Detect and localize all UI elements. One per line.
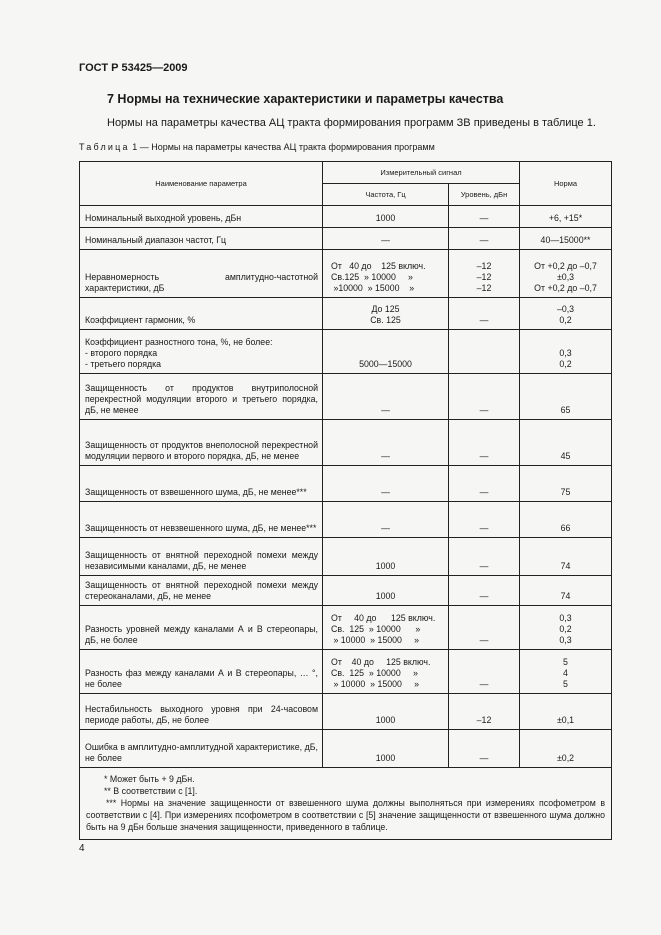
norm-cell (520, 650, 612, 694)
freq-value: » 10000 » 15000 » (331, 679, 420, 689)
section-intro: Нормы на параметры качества АЦ тракта формирования программ ЗВ приведены в таблице 1. (107, 117, 596, 129)
norm-value: 0,2 (559, 624, 572, 634)
norm-value: 65 (560, 405, 571, 415)
level-value: — (479, 315, 489, 325)
param-name: Нестабильность выходного уровня при 24-часовом периоде работы, дБ, не более (85, 704, 318, 725)
table-body (80, 206, 612, 768)
param-name: Неравномерность амплитудно-частотной характеристики, дБ (85, 272, 318, 293)
level-cell (449, 298, 520, 330)
norm-cell (520, 606, 612, 650)
level-value: — (479, 523, 489, 533)
level-cell (449, 250, 520, 298)
norm-value: 0,3 (559, 348, 572, 358)
level-cell (449, 502, 520, 538)
param-name: Номинальный выходной уровень, дБн (85, 213, 242, 223)
footnote-1: * Может быть + 9 дБн. (104, 774, 195, 784)
norm-value: ±0,2 (556, 753, 575, 763)
norm-value: –0,3 (556, 304, 575, 314)
table-row (80, 694, 612, 730)
norm-value: 74 (560, 591, 571, 601)
freq-value: — (381, 451, 390, 461)
param-name-cell (80, 606, 323, 650)
table-row (80, 330, 612, 374)
freq-cell (323, 420, 449, 466)
section-title: 7 Нормы на технические характеристики и параметры качества (107, 92, 504, 106)
table-row (80, 298, 612, 330)
level-cell (449, 420, 520, 466)
level-value: — (479, 405, 489, 415)
param-name: Защищенность от взвешенного шума, дБ, не менее*** (85, 487, 307, 497)
norm-cell (520, 502, 612, 538)
freq-cell (323, 694, 449, 730)
norm-value: 5 (563, 679, 568, 689)
param-name-cell (80, 502, 323, 538)
freq-value: Св. 125 » 10000 » (331, 668, 418, 678)
norm-value: +6, +15* (548, 213, 583, 223)
freq-value: Св. 125 » 10000 » (331, 624, 421, 634)
table-row (80, 606, 612, 650)
param-name: Защищенность от невзвешенного шума, дБ, не менее*** (85, 523, 317, 533)
norm-value: 4 (563, 668, 568, 678)
param-subitem: - третьего порядка (85, 359, 162, 369)
norm-value: 0,3 (559, 613, 572, 623)
param-name: Номинальный диапазон частот, Гц (85, 235, 227, 245)
param-name-cell (80, 730, 323, 768)
freq-value: — (381, 487, 390, 497)
norm-cell (520, 228, 612, 250)
freq-value: » 10000 » 15000 » (331, 635, 420, 645)
norm-value: ±0,3 (556, 272, 575, 282)
norm-cell (520, 330, 612, 374)
freq-value: 1000 (375, 753, 396, 763)
level-value: — (479, 213, 489, 223)
level-value: –12 (476, 261, 492, 271)
norm-cell (520, 466, 612, 502)
level-value: –12 (476, 283, 492, 293)
norm-value: 0,3 (559, 635, 572, 645)
norm-value: 75 (560, 487, 571, 497)
table-row (80, 730, 612, 768)
table-row (80, 250, 612, 298)
param-name-cell (80, 330, 323, 374)
footnote-3: *** Нормы на значение защищенности от взвешенного шума должны выполняться при измерениях псофометром в соответствии с [4]. При измерениях псофометром в соответствии с [5] значение защищенности от взвешенного шума должно быть на 9 дБн больше значения защищенности, приведенного в таблице. (86, 798, 605, 832)
norm-cell (520, 576, 612, 606)
document-code: ГОСТ Р 53425—2009 (79, 62, 188, 74)
header-signal: Измерительный сигнал (323, 162, 520, 184)
param-name-cell (80, 250, 323, 298)
freq-value: 1000 (375, 591, 396, 601)
freq-cell (323, 228, 449, 250)
freq-value: 1000 (375, 561, 396, 571)
param-name-cell (80, 576, 323, 606)
level-cell (449, 538, 520, 576)
freq-value: 5000—15000 (359, 359, 412, 369)
freq-cell (323, 650, 449, 694)
header-norm: Норма (520, 162, 612, 206)
freq-cell (323, 466, 449, 502)
norm-value: 74 (560, 561, 571, 571)
level-value: — (479, 635, 489, 645)
level-value: –12 (476, 272, 492, 282)
param-name: Коэффициент гармоник, % (85, 315, 196, 325)
table-row (80, 650, 612, 694)
norm-cell (520, 730, 612, 768)
param-name-cell (80, 298, 323, 330)
norm-value: 0,2 (559, 315, 572, 325)
header-param: Наименование параметра (80, 162, 323, 206)
table-caption (79, 142, 435, 152)
freq-value: До 125 (371, 304, 400, 314)
freq-cell (323, 330, 449, 374)
param-subitem: - второго порядка (85, 348, 158, 358)
freq-cell (323, 298, 449, 330)
freq-value: От 40 до 125 включ. (331, 261, 426, 271)
level-value: — (479, 487, 489, 497)
norm-cell (520, 538, 612, 576)
freq-value: От 40 до 125 включ. (331, 613, 436, 623)
page-number: 4 (79, 843, 85, 854)
freq-cell (323, 576, 449, 606)
level-value: — (479, 679, 489, 689)
param-name-cell (80, 694, 323, 730)
level-value: — (479, 591, 489, 601)
table-row (80, 576, 612, 606)
param-name-cell (80, 206, 323, 228)
freq-cell (323, 502, 449, 538)
level-cell (449, 576, 520, 606)
level-cell (449, 730, 520, 768)
level-cell (449, 228, 520, 250)
param-name: Защищенность от внятной переходной помехи между независимыми каналами, дБ, не менее (85, 550, 318, 571)
freq-value: Св. 125 (370, 315, 401, 325)
param-name-cell (80, 650, 323, 694)
param-name: Коэффициент разностного тона, %, не более: (85, 337, 273, 347)
freq-value: От 40 до 125 включ. (331, 657, 431, 667)
norm-cell (520, 250, 612, 298)
level-cell (449, 606, 520, 650)
freq-value: — (381, 523, 390, 533)
norm-value: От +0,2 до –0,7 (534, 261, 597, 271)
table-caption-label: Таблица (79, 142, 130, 152)
norm-value: 40—15000** (540, 235, 591, 245)
norm-cell (520, 374, 612, 420)
freq-value: 1000 (375, 715, 396, 725)
param-name-cell (80, 538, 323, 576)
freq-value: — (381, 235, 390, 245)
param-name-cell (80, 374, 323, 420)
table-row (80, 502, 612, 538)
norm-value: 0,2 (559, 359, 572, 369)
param-name-cell (80, 228, 323, 250)
level-cell (449, 206, 520, 228)
norm-value: 5 (563, 657, 568, 667)
table-row (80, 374, 612, 420)
table-caption-text: 1 — Нормы на параметры качества АЦ тракта формирования программ (129, 142, 435, 152)
table-row (80, 420, 612, 466)
freq-cell (323, 538, 449, 576)
freq-value: — (381, 405, 390, 415)
norm-cell (520, 694, 612, 730)
level-value: — (479, 451, 489, 461)
freq-cell (323, 374, 449, 420)
level-value: — (479, 753, 489, 763)
table-notes (80, 768, 612, 840)
table-row (80, 538, 612, 576)
param-name-cell (80, 466, 323, 502)
level-value: — (479, 561, 489, 571)
freq-cell (323, 250, 449, 298)
norm-value: От +0,2 до –0,7 (534, 283, 597, 293)
param-name: Ошибка в амплитудно-амплитудной характеристике, дБ, не более (85, 742, 318, 763)
freq-cell (323, 606, 449, 650)
header-freq: Частота, Гц (323, 184, 449, 206)
param-name-cell (80, 420, 323, 466)
level-cell (449, 694, 520, 730)
level-cell (449, 650, 520, 694)
norm-value: ±0,1 (556, 715, 575, 725)
footnote-2: ** В соответствии с [1]. (104, 786, 198, 796)
freq-value: Св.125 » 10000 » (331, 272, 413, 282)
norm-value: 45 (560, 451, 571, 461)
norm-cell (520, 206, 612, 228)
norm-cell (520, 420, 612, 466)
param-name: Защищенность от внятной переходной помехи между стереоканалами, дБ, не менее (85, 580, 318, 601)
freq-value: »10000 » 15000 » (331, 283, 415, 293)
norm-cell (520, 298, 612, 330)
param-name: Разность уровней между каналами А и В стереопары, дБ, не более (85, 624, 318, 645)
param-name: Защищенность от продуктов внеполосной перекрестной модуляции первого и второго порядка, дБ, не менее (85, 440, 318, 461)
header-level: Уровень, дБн (449, 184, 520, 206)
level-cell (449, 374, 520, 420)
level-value: — (479, 235, 489, 245)
param-name: Защищенность от продуктов внутриполосной перекрестной модуляции второго и третьего порядка, дБ, не менее (85, 383, 318, 415)
param-name: Разность фаз между каналами А и В стереопары, … °, не более (85, 668, 318, 689)
level-cell (449, 330, 520, 374)
level-cell (449, 466, 520, 502)
norm-value: 66 (560, 523, 571, 533)
table-row (80, 206, 612, 228)
freq-cell (323, 730, 449, 768)
norms-table (79, 161, 612, 840)
freq-value: 1000 (375, 213, 396, 223)
freq-cell (323, 206, 449, 228)
table-row (80, 466, 612, 502)
table-row (80, 228, 612, 250)
level-value: –12 (476, 715, 492, 725)
